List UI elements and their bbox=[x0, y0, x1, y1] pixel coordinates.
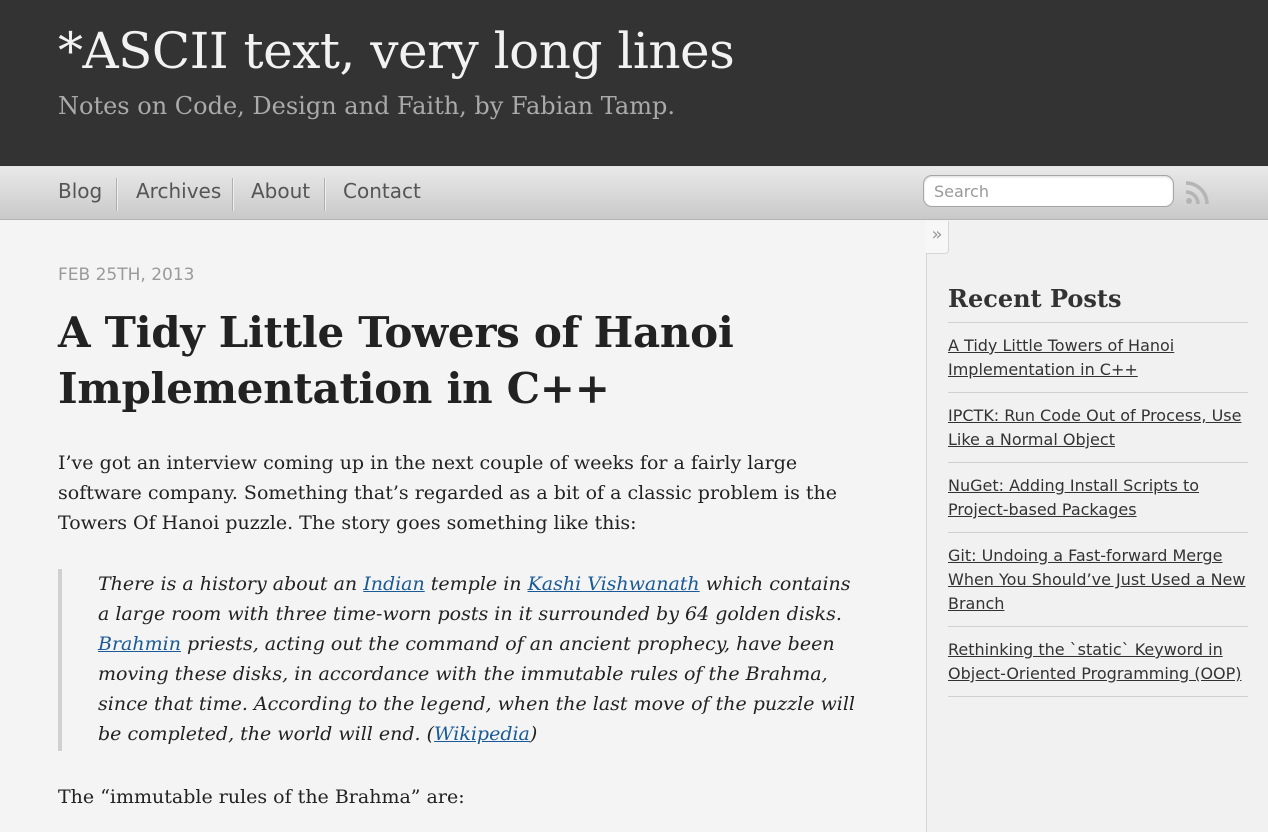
nav-item-contact[interactable]: Contact bbox=[343, 179, 421, 203]
nav-divider bbox=[324, 178, 326, 211]
blockquote bbox=[58, 569, 858, 751]
main-nav bbox=[0, 166, 1268, 220]
recent-posts-heading: Recent Posts bbox=[948, 284, 1122, 313]
quote-text-part: ) bbox=[529, 723, 538, 745]
link-indian[interactable]: Indian bbox=[363, 573, 425, 595]
site-title[interactable]: *ASCII text, very long lines bbox=[58, 22, 735, 80]
nav-item-about[interactable]: About bbox=[251, 179, 311, 203]
quote-text-part: priests, acting out the command of an ancient prophecy, have been moving these disks, in accordance with the immutable rules of the Brahma, since that time. According to the legend, when the last move of the puzzle will be completed, the world will end. ( bbox=[98, 633, 856, 745]
list-item bbox=[948, 393, 1248, 463]
rules-intro-paragraph: The “immutable rules of the Brahma” are: bbox=[58, 786, 465, 808]
quote-text-part: which contains a large room with three time-worn posts in it surrounded by 64 golden disks. bbox=[98, 573, 851, 625]
quote-text-part: temple in bbox=[424, 573, 528, 595]
quote-text bbox=[98, 569, 858, 749]
list-item bbox=[948, 533, 1248, 627]
recent-posts-list bbox=[948, 322, 1248, 697]
nav-divider bbox=[232, 178, 234, 211]
sidebar-collapse-toggle[interactable]: » bbox=[926, 221, 949, 254]
link-kashi-vishwanath[interactable]: Kashi Vishwanath bbox=[527, 573, 700, 595]
link-brahmin[interactable]: Brahmin bbox=[98, 633, 181, 655]
rss-icon[interactable] bbox=[1184, 180, 1210, 206]
recent-post-link[interactable]: NuGet: Adding Install Scripts to Project-based Packages bbox=[948, 476, 1200, 519]
link-wikipedia[interactable]: Wikipedia bbox=[434, 723, 530, 745]
post-title[interactable]: A Tidy Little Towers of Hanoi Implementation in C++ bbox=[58, 308, 734, 413]
post-date: FEB 25TH, 2013 bbox=[58, 265, 195, 285]
recent-post-link[interactable]: IPCTK: Run Code Out of Process, Use Like a Normal Object bbox=[948, 406, 1242, 449]
search-input[interactable] bbox=[923, 175, 1174, 207]
quote-text-part: There is a history about an bbox=[98, 573, 364, 595]
nav-item-blog[interactable]: Blog bbox=[58, 179, 103, 203]
list-item bbox=[948, 627, 1248, 697]
recent-post-link[interactable]: Rethinking the `static` Keyword in Object-Oriented Programming (OOP) bbox=[948, 640, 1242, 683]
post-intro-paragraph: I’ve got an interview coming up in the next couple of weeks for a fairly large software company. Something that’s regarded as a bit of a classic problem is the Towers Of Hanoi puzzle. The story goes something like this: bbox=[58, 452, 837, 534]
site-subtitle: Notes on Code, Design and Faith, by Fabian Tamp. bbox=[58, 92, 675, 120]
list-item bbox=[948, 323, 1248, 393]
site-header bbox=[0, 0, 1268, 166]
nav-divider bbox=[116, 178, 118, 211]
recent-post-link[interactable]: A Tidy Little Towers of Hanoi Implementation in C++ bbox=[948, 336, 1175, 379]
list-item bbox=[948, 463, 1248, 533]
nav-item-archives[interactable]: Archives bbox=[136, 179, 222, 203]
recent-post-link[interactable]: Git: Undoing a Fast-forward Merge When You Should’ve Just Used a New Branch bbox=[948, 546, 1246, 613]
